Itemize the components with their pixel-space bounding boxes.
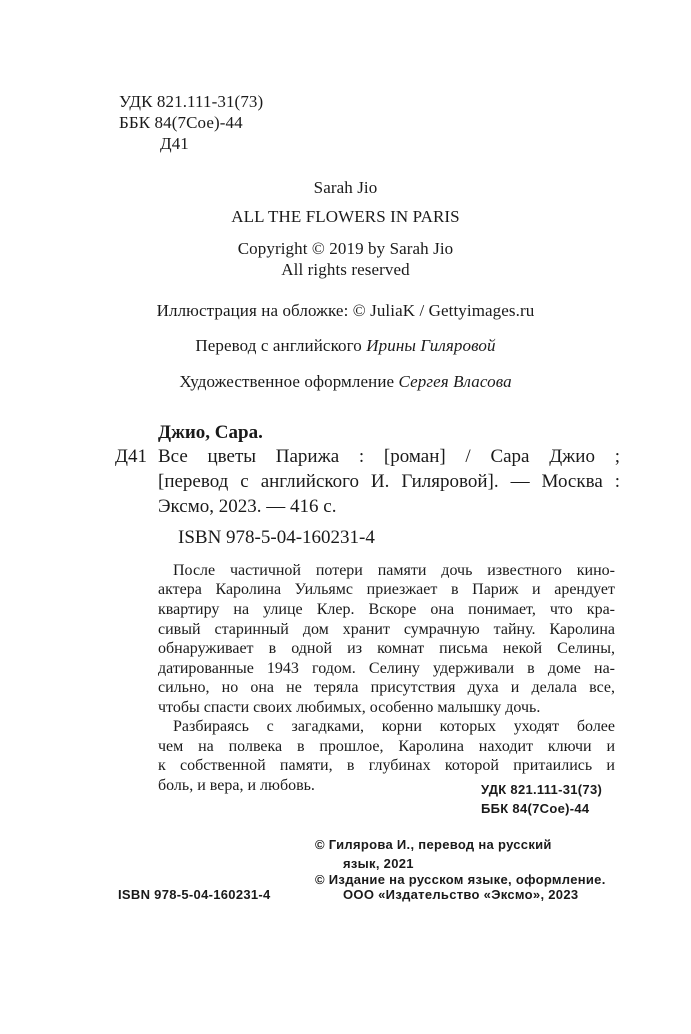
annotation-line: актера Каролина Уильямс приезжает в Париж и арендует	[158, 581, 615, 598]
udk-code: УДК 821.111-31(73)	[119, 92, 264, 111]
footer-bbk: ББК 84(7Сое)-44	[481, 801, 590, 816]
design-credit	[0, 372, 691, 392]
cover-credit: Иллюстрация на обложке: © JuliaK / Gettyimages.ru	[156, 301, 535, 320]
annotation-line: чтобы спасти своих любимых, особенно малышку дочь.	[158, 699, 541, 716]
copyright-edition-line-2: ООО «Издательство «Эксмо», 2023	[343, 887, 579, 902]
original-author: Sarah Jio	[313, 178, 378, 197]
original-copyright: Copyright © 2019 by Sarah Jio	[237, 239, 454, 258]
annotation-line: чем на полвека в прошлое, Каролина находит ключи и	[158, 738, 615, 755]
copyright-translation-line-2: язык, 2021	[343, 856, 414, 871]
annotation-line: После частичной потери памяти дочь известного кино-	[173, 562, 615, 579]
footer-udk: УДК 821.111-31(73)	[481, 782, 603, 797]
annotation-line: датированные 1943 годом. Селину удерживали в доме на-	[158, 660, 615, 677]
translation-prefix: Перевод с английского	[195, 336, 362, 355]
footer-isbn: ISBN 978-5-04-160231-4	[118, 887, 271, 902]
translator-name: Ирины Гиляровой	[366, 336, 496, 355]
annotation-line: обнаруживает в одной из комнат письма некой Селины,	[158, 640, 615, 657]
record-line-2: [перевод с английского И. Гиляровой]. — Москва :	[158, 471, 620, 492]
record-line-3: Эксмо, 2023. — 416 с.	[158, 496, 337, 517]
author-mark: Д41	[160, 134, 189, 153]
record-isbn: ISBN 978-5-04-160231-4	[178, 527, 375, 548]
annotation-line: Разбираясь с загадками, корни которых уходят более	[173, 718, 615, 735]
original-title: ALL THE FLOWERS IN PARIS	[231, 207, 460, 226]
translation-credit	[0, 336, 691, 356]
copyright-translation-line-1: © Гилярова И., перевод на русский	[315, 837, 552, 852]
copyright-edition-line-1: © Издание на русском языке, оформление.	[315, 872, 606, 887]
record-code: Д41	[115, 446, 147, 467]
record-line-1: Все цветы Парижа : [роман] / Сара Джио ;	[158, 446, 620, 467]
bbk-code: ББК 84(7Сое)-44	[119, 113, 243, 132]
record-author-heading: Джио, Сара.	[158, 422, 263, 443]
annotation-line: сильно, но она не теряла присутствия духа и делала все,	[158, 679, 615, 696]
rights-reserved: All rights reserved	[281, 260, 410, 279]
design-prefix: Художественное оформление	[179, 372, 395, 391]
designer-name: Сергея Власова	[398, 372, 512, 391]
annotation-line: квартиру на улице Клер. Вскоре она понимает, что кра-	[158, 601, 615, 618]
annotation-line: сивый старинный дом хранит сумрачную тайну. Каролина	[158, 621, 615, 638]
annotation-line: боль, и вера, и любовь.	[158, 777, 315, 794]
annotation-line: к собственной памяти, в глубинах которой притаились и	[158, 757, 615, 774]
